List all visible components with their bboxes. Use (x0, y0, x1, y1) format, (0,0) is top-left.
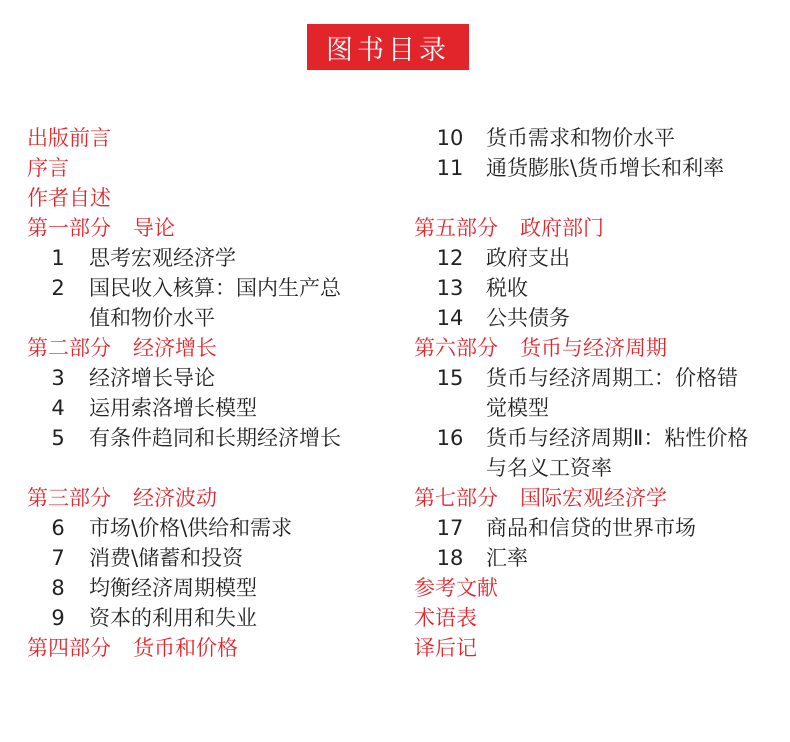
chapter-title: 通货膨胀\货币增长和利率 (486, 156, 725, 180)
toc-front-matter: 参考文献 (414, 576, 498, 600)
chapter-title: 商品和信贷的世界市场 (486, 516, 696, 540)
chapter-number: 1 (51, 246, 65, 270)
chapter-title: 政府支出 (486, 246, 570, 270)
toc-chapter (27, 573, 387, 603)
toc-front-matter: 译后记 (414, 636, 477, 660)
part-title: 国际宏观经济学 (520, 486, 667, 510)
toc-chapter (414, 543, 774, 573)
chapter-title: 经济增长导论 (89, 366, 215, 390)
chapter-title: 资本的利用和失业 (89, 606, 257, 630)
chapter-number: 5 (51, 426, 65, 450)
chapter-title: 有条件趋同和长期经济增长 (89, 426, 341, 450)
toc-right-column (414, 123, 774, 663)
toc-part-heading (414, 333, 774, 363)
chapter-number: 13 (436, 276, 464, 300)
chapter-title: 均衡经济周期模型 (89, 576, 257, 600)
chapter-number: 10 (436, 126, 464, 150)
toc-part-heading (27, 213, 387, 243)
chapter-title: 公共债务 (486, 306, 570, 330)
toc-chapter (27, 243, 387, 273)
part-label: 第一部分 (27, 216, 111, 240)
chapter-number: 16 (436, 426, 464, 450)
chapter-number: 4 (51, 396, 65, 420)
toc-part-heading (27, 333, 387, 363)
chapter-number: 3 (51, 366, 65, 390)
toc-chapter (27, 513, 387, 543)
part-label: 第四部分 (27, 636, 111, 660)
chapter-title: 消费\储蓄和投资 (89, 546, 244, 570)
part-label: 第二部分 (27, 336, 111, 360)
chapter-number: 15 (436, 366, 464, 390)
toc-part-heading (414, 483, 774, 513)
chapter-title: 市场\价格\供给和需求 (89, 516, 293, 540)
chapter-number: 8 (51, 576, 65, 600)
toc-chapter (27, 423, 387, 483)
chapter-title: 货币与经济周期工：价格错觉模型 (486, 366, 738, 420)
chapter-number: 14 (436, 306, 464, 330)
chapter-title: 税收 (486, 276, 528, 300)
page-title: 图书目录 (307, 24, 469, 70)
chapter-number: 18 (436, 546, 464, 570)
part-label: 第五部分 (414, 216, 498, 240)
toc-chapter (414, 303, 774, 333)
toc-part-heading (27, 483, 387, 513)
chapter-number: 6 (51, 516, 65, 540)
toc-chapter (414, 243, 774, 273)
toc-chapter (414, 363, 774, 423)
toc-front-matter: 出版前言 (27, 126, 111, 150)
chapter-number: 11 (436, 156, 464, 180)
chapter-number: 17 (436, 516, 464, 540)
chapter-number: 12 (436, 246, 464, 270)
chapter-number: 2 (51, 276, 65, 300)
toc-front-matter: 作者自述 (27, 186, 111, 210)
toc-part-heading (27, 633, 387, 663)
chapter-title: 货币需求和物价水平 (486, 126, 675, 150)
toc-chapter (27, 603, 387, 633)
toc-chapter (414, 513, 774, 543)
part-title: 经济增长 (133, 336, 217, 360)
toc-chapter (414, 273, 774, 303)
part-title: 货币和价格 (133, 636, 238, 660)
part-title: 导论 (133, 216, 175, 240)
chapter-number: 7 (51, 546, 65, 570)
toc-chapter (27, 273, 387, 333)
part-title: 货币与经济周期 (520, 336, 667, 360)
toc-left-column (27, 123, 387, 663)
chapter-title: 货币与经济周期Ⅱ：粘性价格与名义工资率 (486, 426, 749, 480)
toc-front-matter: 序言 (27, 156, 69, 180)
chapter-title: 运用索洛增长模型 (89, 396, 257, 420)
toc-part-heading (414, 213, 774, 243)
toc-chapter (414, 123, 774, 153)
toc-front-matter: 术语表 (414, 606, 477, 630)
chapter-title: 思考宏观经济学 (89, 246, 236, 270)
toc-chapter (414, 423, 774, 483)
part-label: 第七部分 (414, 486, 498, 510)
part-title: 政府部门 (520, 216, 604, 240)
chapter-title: 汇率 (486, 546, 528, 570)
chapter-number: 9 (51, 606, 65, 630)
toc-chapter (414, 153, 774, 213)
toc-chapter (27, 543, 387, 573)
part-label: 第三部分 (27, 486, 111, 510)
chapter-title: 国民收入核算：国内生产总值和物价水平 (89, 276, 341, 330)
toc-chapter (27, 393, 387, 423)
part-label: 第六部分 (414, 336, 498, 360)
toc-chapter (27, 363, 387, 393)
part-title: 经济波动 (133, 486, 217, 510)
